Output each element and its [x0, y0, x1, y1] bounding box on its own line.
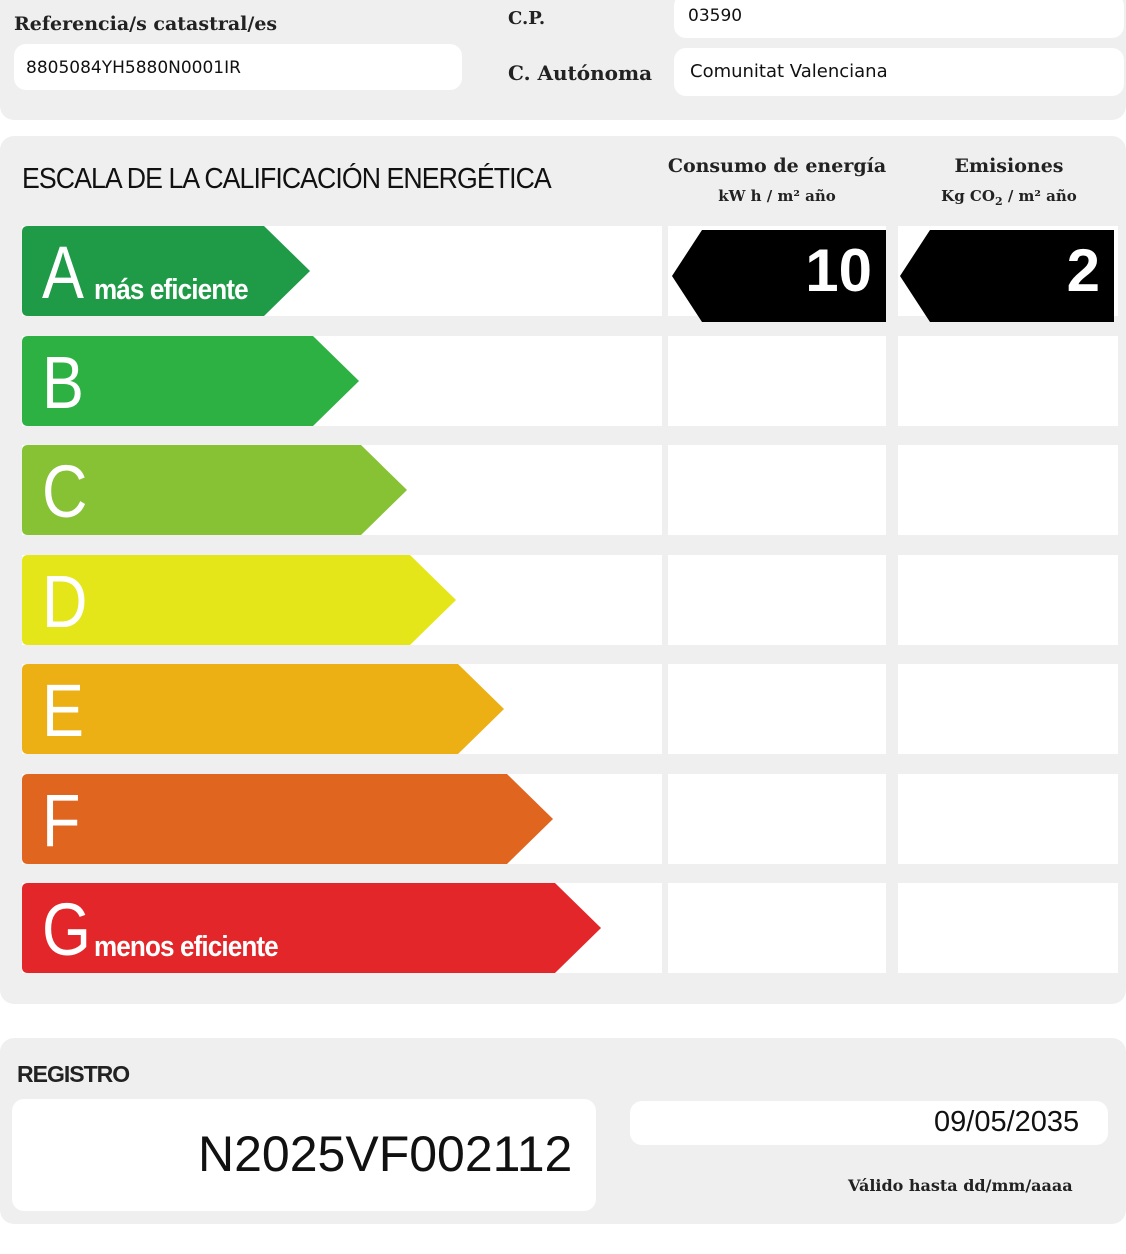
grade-caption: más eficiente	[94, 274, 248, 306]
emissions-rating-marker	[900, 230, 1114, 322]
emissions-unit-subscript: 2	[994, 195, 1003, 208]
emissions-cell-e	[898, 664, 1118, 754]
emissions-unit-suffix: / m² año	[1002, 187, 1077, 205]
emissions-cell-f	[898, 774, 1118, 864]
grade-letter: C	[42, 450, 88, 533]
energy-scale-title: ESCALA DE LA CALIFICACIÓN ENERGÉTICA	[22, 163, 551, 195]
postal-code-value: 03590	[688, 6, 743, 26]
consumption-cell-d	[668, 555, 886, 645]
grade-arrow-b	[22, 336, 359, 426]
grade-letter: G	[42, 888, 91, 971]
registry-number: N2025VF002112	[198, 1126, 573, 1182]
valid-until-label: Válido hasta dd/mm/aaaa	[848, 1176, 1073, 1195]
grade-arrow-f	[22, 774, 553, 864]
grade-arrow-a	[22, 226, 310, 316]
grade-caption: menos eficiente	[94, 931, 278, 963]
grade-arrow-e	[22, 664, 504, 754]
grade-letter: B	[42, 341, 84, 424]
consumption-cell-f	[668, 774, 886, 864]
grade-arrow-c	[22, 445, 407, 535]
grade-letter: D	[42, 560, 88, 643]
cadastral-reference-value: 8805084YH5880N0001IR	[26, 58, 241, 78]
consumption-header-unit: kW h / m² año	[718, 187, 836, 205]
emissions-header	[898, 155, 1120, 208]
valid-date: 09/05/2035	[934, 1106, 1080, 1138]
emissions-cell-b	[898, 336, 1118, 426]
consumption-rating-marker-value: 10	[805, 237, 872, 304]
consumption-cell-e	[668, 664, 886, 754]
registry-label: REGISTRO	[17, 1061, 130, 1087]
postal-code-label: C.P.	[508, 8, 546, 29]
consumption-cell-b	[668, 336, 886, 426]
grade-arrow-d	[22, 555, 456, 645]
cadastral-reference-label: Referencia/s catastral/es	[14, 13, 278, 35]
consumption-cell-c	[668, 445, 886, 535]
emissions-cell-c	[898, 445, 1118, 535]
emissions-header-unit	[898, 187, 1120, 208]
consumption-cell-g	[668, 883, 886, 973]
consumption-header	[666, 155, 888, 205]
grade-arrow-shape	[22, 774, 553, 864]
grade-letter: F	[42, 779, 81, 862]
autonomous-community-label: C. Autónoma	[508, 61, 653, 85]
emissions-cell-g	[898, 883, 1118, 973]
emissions-cell-d	[898, 555, 1118, 645]
consumption-header-title: Consumo de energía	[667, 155, 887, 177]
emissions-header-title: Emisiones	[954, 155, 1064, 177]
consumption-rating-marker	[672, 230, 886, 322]
grade-letter: E	[42, 669, 84, 752]
grade-arrow-g	[22, 883, 601, 973]
grade-arrow-shape	[22, 664, 504, 754]
grade-letter: A	[42, 231, 84, 314]
emissions-unit-prefix: Kg CO	[941, 187, 995, 205]
emissions-rating-marker-value: 2	[1066, 237, 1100, 304]
autonomous-community-value: Comunitat Valenciana	[690, 61, 888, 82]
